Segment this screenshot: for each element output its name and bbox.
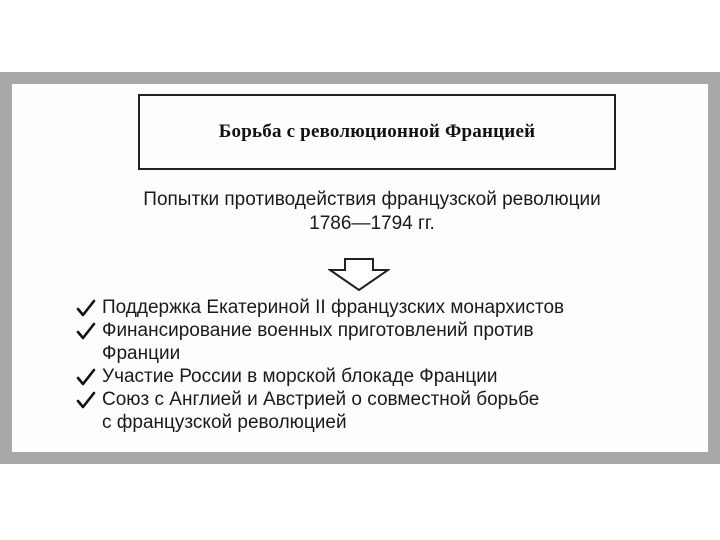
list-item <box>72 319 692 365</box>
checkmark-icon <box>76 368 96 386</box>
checkmark-icon <box>76 299 96 317</box>
subtitle-line-2: 1786—1794 гг. <box>309 213 435 234</box>
list-item <box>72 296 692 319</box>
diagram-title: Борьба с революционной Францией <box>218 121 536 142</box>
subtitle-line-1: Попытки противодействия французской революции <box>143 189 601 210</box>
list-item <box>72 365 692 388</box>
consequence-list <box>72 296 692 434</box>
subtitle <box>72 188 672 236</box>
list-item-line: Франции <box>102 343 181 364</box>
diagram-frame <box>0 72 720 464</box>
list-item-line: Участие России в морской блокаде Франции <box>102 366 498 387</box>
down-arrow-icon <box>328 258 390 292</box>
checkmark-icon <box>76 391 96 409</box>
checkmark-icon <box>76 322 96 340</box>
list-item <box>72 388 692 434</box>
title-box <box>138 94 616 170</box>
list-item-line: Поддержка Екатериной II французских монархистов <box>102 297 565 318</box>
list-item-line: Финансирование военных приготовлений против <box>102 320 534 341</box>
list-item-line: с французской революцией <box>102 412 347 433</box>
list-item-line: Союз с Англией и Австрией о совместной борьбе <box>102 389 540 410</box>
diagram-panel <box>12 84 708 452</box>
